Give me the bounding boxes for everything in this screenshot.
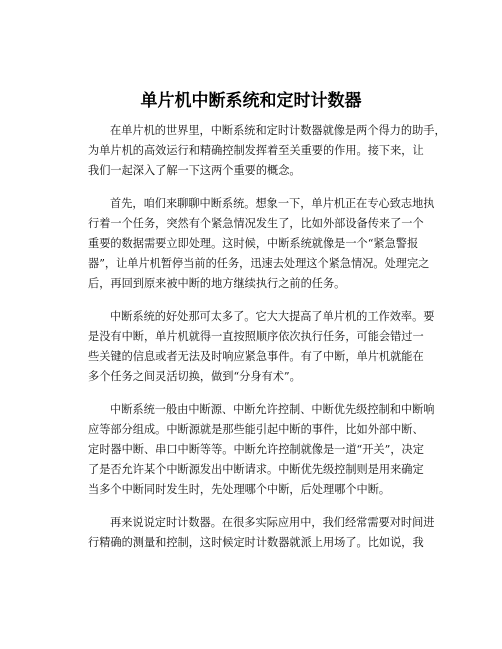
paragraph-line: 定时器中断、串口中断等等。中断允许控制就像是一道“开关”，决定 bbox=[88, 443, 424, 456]
paragraph-line: 器”，让单片机暂停当前的任务，迅速去处理这个紧急情况。处理完之 bbox=[88, 257, 430, 270]
paragraph-line: 行着一个任务，突然有个紧急情况发生了，比如外部设备传来了一个 bbox=[88, 217, 424, 230]
paragraph-line: 为单片机的高效运行和精确控制发挥着至关重要的作用。接下来，让 bbox=[88, 144, 424, 157]
paragraph-line: 了是否允许某个中断源发出中断请求。中断优先级控制则是用来确定 bbox=[88, 463, 424, 476]
document-body bbox=[88, 121, 446, 566]
paragraph-line: 应等部分组成。中断源就是那些能引起中断的事件，比如外部中断、 bbox=[88, 423, 424, 436]
paragraph-5 bbox=[88, 513, 435, 553]
document-title: 单片机中断系统和定时计数器 bbox=[140, 91, 362, 111]
paragraph-line: 多个任务之间灵活切换，做到“分身有术”。 bbox=[88, 370, 301, 383]
paragraph-2 bbox=[88, 194, 435, 294]
paragraph-line: 行精确的测量和控制，这时候定时计数器就派上用场了。比如说，我 bbox=[88, 536, 424, 549]
paragraph-line: 在单片机的世界里，中断系统和定时计数器就像是两个得力的助手， bbox=[110, 124, 446, 137]
paragraph-line: 是没有中断，单片机就得一直按照顺序依次执行任务，可能会错过一 bbox=[88, 330, 424, 343]
paragraph-line: 重要的数据需要立即处理。这时候，中断系统就像是一个“紧急警报 bbox=[88, 237, 419, 250]
paragraph-line: 首先，咱们来聊聊中断系统。想象一下，单片机正在专心致志地执 bbox=[110, 197, 435, 210]
paragraph-line: 我们一起深入了解一下这两个重要的概念。 bbox=[88, 164, 301, 177]
paragraph-line: 后，再回到原来被中断的地方继续执行之前的任务。 bbox=[88, 277, 346, 290]
paragraph-line: 中断系统一般由中断源、中断允许控制、中断优先级控制和中断响 bbox=[110, 403, 435, 416]
paragraph-1 bbox=[88, 121, 446, 181]
paragraph-3 bbox=[88, 307, 435, 387]
paragraph-4 bbox=[88, 400, 435, 500]
paragraph-line: 再来说说定时计数器。在很多实际应用中，我们经常需要对时间进 bbox=[110, 516, 435, 529]
paragraph-line: 当多个中断同时发生时，先处理哪个中断，后处理哪个中断。 bbox=[88, 483, 391, 496]
paragraph-line: 中断系统的好处那可太多了。它大大提高了单片机的工作效率。要 bbox=[110, 310, 435, 323]
paragraph-line: 些关键的信息或者无法及时响应紧急事件。有了中断，单片机就能在 bbox=[88, 350, 424, 363]
